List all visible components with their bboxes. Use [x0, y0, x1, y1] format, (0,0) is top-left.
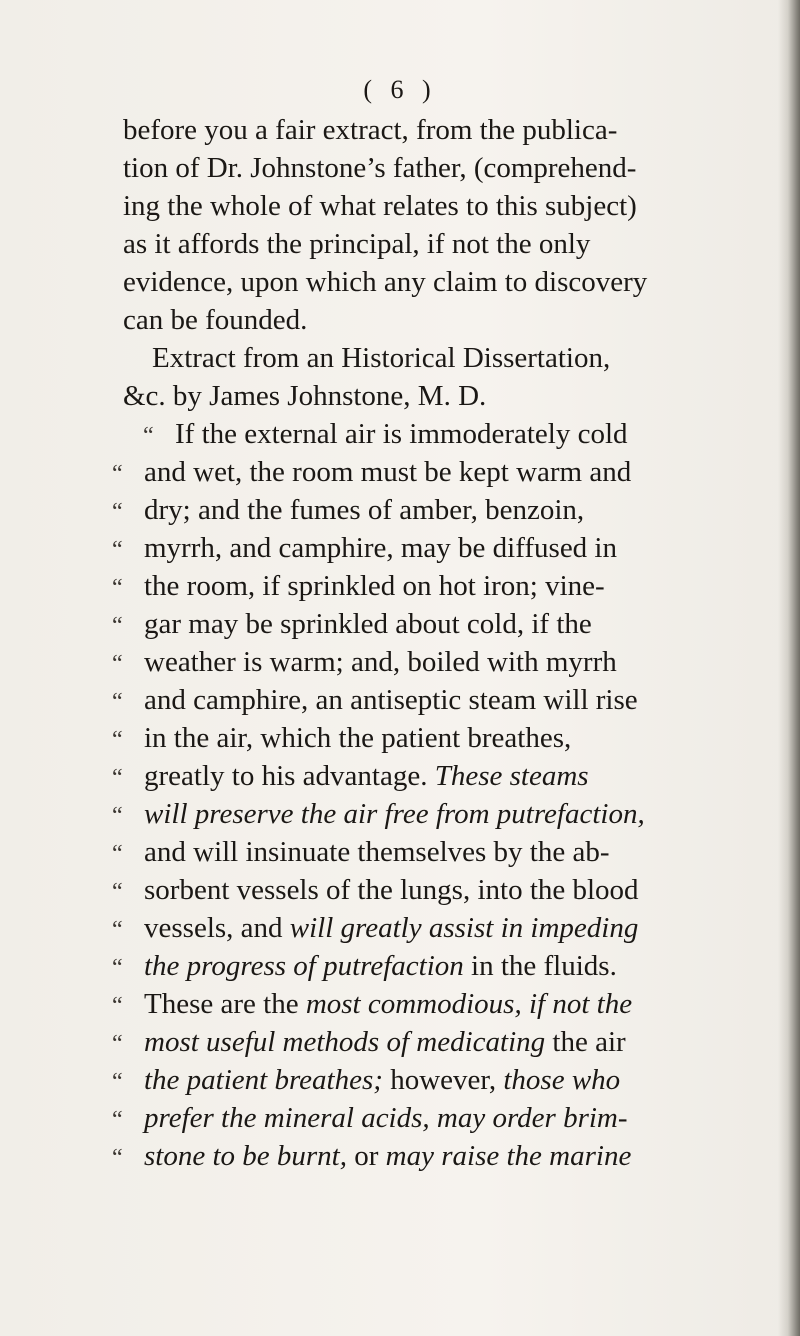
quote-mark: “	[112, 1069, 123, 1095]
line-text: sorbent vessels of the lungs, into the blood	[144, 874, 639, 906]
text-line: tion of Dr. Johnstone’s father, (comprehend-	[123, 152, 637, 184]
text-line: as it affords the principal, if not the only	[123, 228, 591, 260]
italic-text: These steams	[434, 760, 589, 792]
quote-mark: “	[112, 575, 123, 601]
italic-text: will greatly assist in impeding	[289, 912, 639, 944]
line-text: the air	[545, 1026, 626, 1058]
quoted-line	[143, 414, 628, 454]
quote-mark: “	[112, 841, 123, 867]
line-text: and camphire, an antiseptic steam will rise	[144, 684, 638, 716]
line-text: vessels, and	[144, 912, 290, 944]
quoted-line	[112, 1098, 628, 1138]
italic-text: the patient breathes;	[144, 1064, 383, 1096]
quoted-line	[112, 832, 610, 872]
quoted-line	[112, 718, 571, 758]
quote-mark: “	[112, 955, 123, 981]
quoted-line	[112, 908, 638, 948]
quote-mark: “	[112, 1107, 123, 1133]
quote-mark: “	[112, 689, 123, 715]
quote-mark: “	[112, 1145, 123, 1171]
quoted-line	[112, 870, 639, 910]
quoted-line	[112, 452, 631, 492]
text-line: evidence, upon which any claim to discovery	[123, 266, 648, 298]
quote-mark: “	[143, 423, 154, 449]
quote-mark: “	[112, 879, 123, 905]
italic-text: may raise the marine	[385, 1140, 632, 1172]
line-text: gar may be sprinkled about cold, if the	[144, 608, 592, 640]
line-text: If the external air is immoderately cold	[175, 418, 628, 450]
line-text: weather is warm; and, boiled with myrrh	[144, 646, 617, 678]
page-edge-shadow	[778, 0, 800, 1336]
italic-text: the progress of putrefaction	[144, 950, 464, 982]
line-text: the room, if sprinkled on hot iron; vine-	[144, 570, 605, 602]
quoted-line	[112, 604, 592, 644]
line-text: in the fluids.	[463, 950, 617, 982]
extract-heading-line: Extract from an Historical Dissertation,	[152, 342, 611, 374]
line-text: greatly to his advantage.	[144, 760, 435, 792]
quote-mark: “	[112, 537, 123, 563]
quote-mark: “	[112, 461, 123, 487]
quote-mark: “	[112, 499, 123, 525]
quoted-line	[112, 1136, 631, 1176]
quoted-line	[112, 528, 617, 568]
italic-text: prefer the mineral acids, may order brim-	[144, 1102, 628, 1134]
italic-text: will preserve the air free from putrefaction,	[144, 798, 645, 830]
quoted-line	[112, 490, 584, 530]
quoted-line	[112, 946, 617, 986]
line-text: or	[347, 1140, 386, 1172]
italic-text: those who	[503, 1064, 621, 1096]
line-text: and wet, the room must be kept warm and	[144, 456, 632, 488]
italic-text: most commodious, if not the	[305, 988, 633, 1020]
quoted-line	[112, 680, 638, 720]
line-text: These are the	[144, 988, 306, 1020]
quote-mark: “	[112, 917, 123, 943]
quote-mark: “	[112, 765, 123, 791]
text-line: before you a fair extract, from the publica-	[123, 114, 618, 146]
quote-mark: “	[112, 1031, 123, 1057]
quote-mark: “	[112, 613, 123, 639]
quote-mark: “	[112, 727, 123, 753]
quoted-line	[112, 1060, 620, 1100]
quoted-line	[112, 1022, 626, 1062]
line-text: in the air, which the patient breathes,	[144, 722, 572, 754]
quote-mark: “	[112, 651, 123, 677]
line-text: and will insinuate themselves by the ab-	[144, 836, 610, 868]
text-line: can be founded.	[123, 304, 308, 336]
line-text: dry; and the fumes of amber, benzoin,	[144, 494, 585, 526]
line-text: myrrh, and camphire, may be diffused in	[144, 532, 617, 564]
quoted-line	[112, 756, 589, 796]
quote-mark: “	[112, 803, 123, 829]
extract-heading-line: &c. by James Johnstone, M. D.	[123, 380, 487, 412]
italic-text: stone to be burnt,	[144, 1140, 347, 1172]
quoted-line	[112, 984, 632, 1024]
page-number: ( 6 )	[363, 75, 437, 104]
quoted-line	[112, 794, 645, 834]
line-text: however,	[382, 1064, 504, 1096]
italic-text: most useful methods of medicating	[144, 1026, 546, 1058]
quote-mark: “	[112, 993, 123, 1019]
quoted-line	[112, 566, 605, 606]
quoted-line	[112, 642, 617, 682]
text-line: ing the whole of what relates to this subject)	[123, 190, 637, 222]
